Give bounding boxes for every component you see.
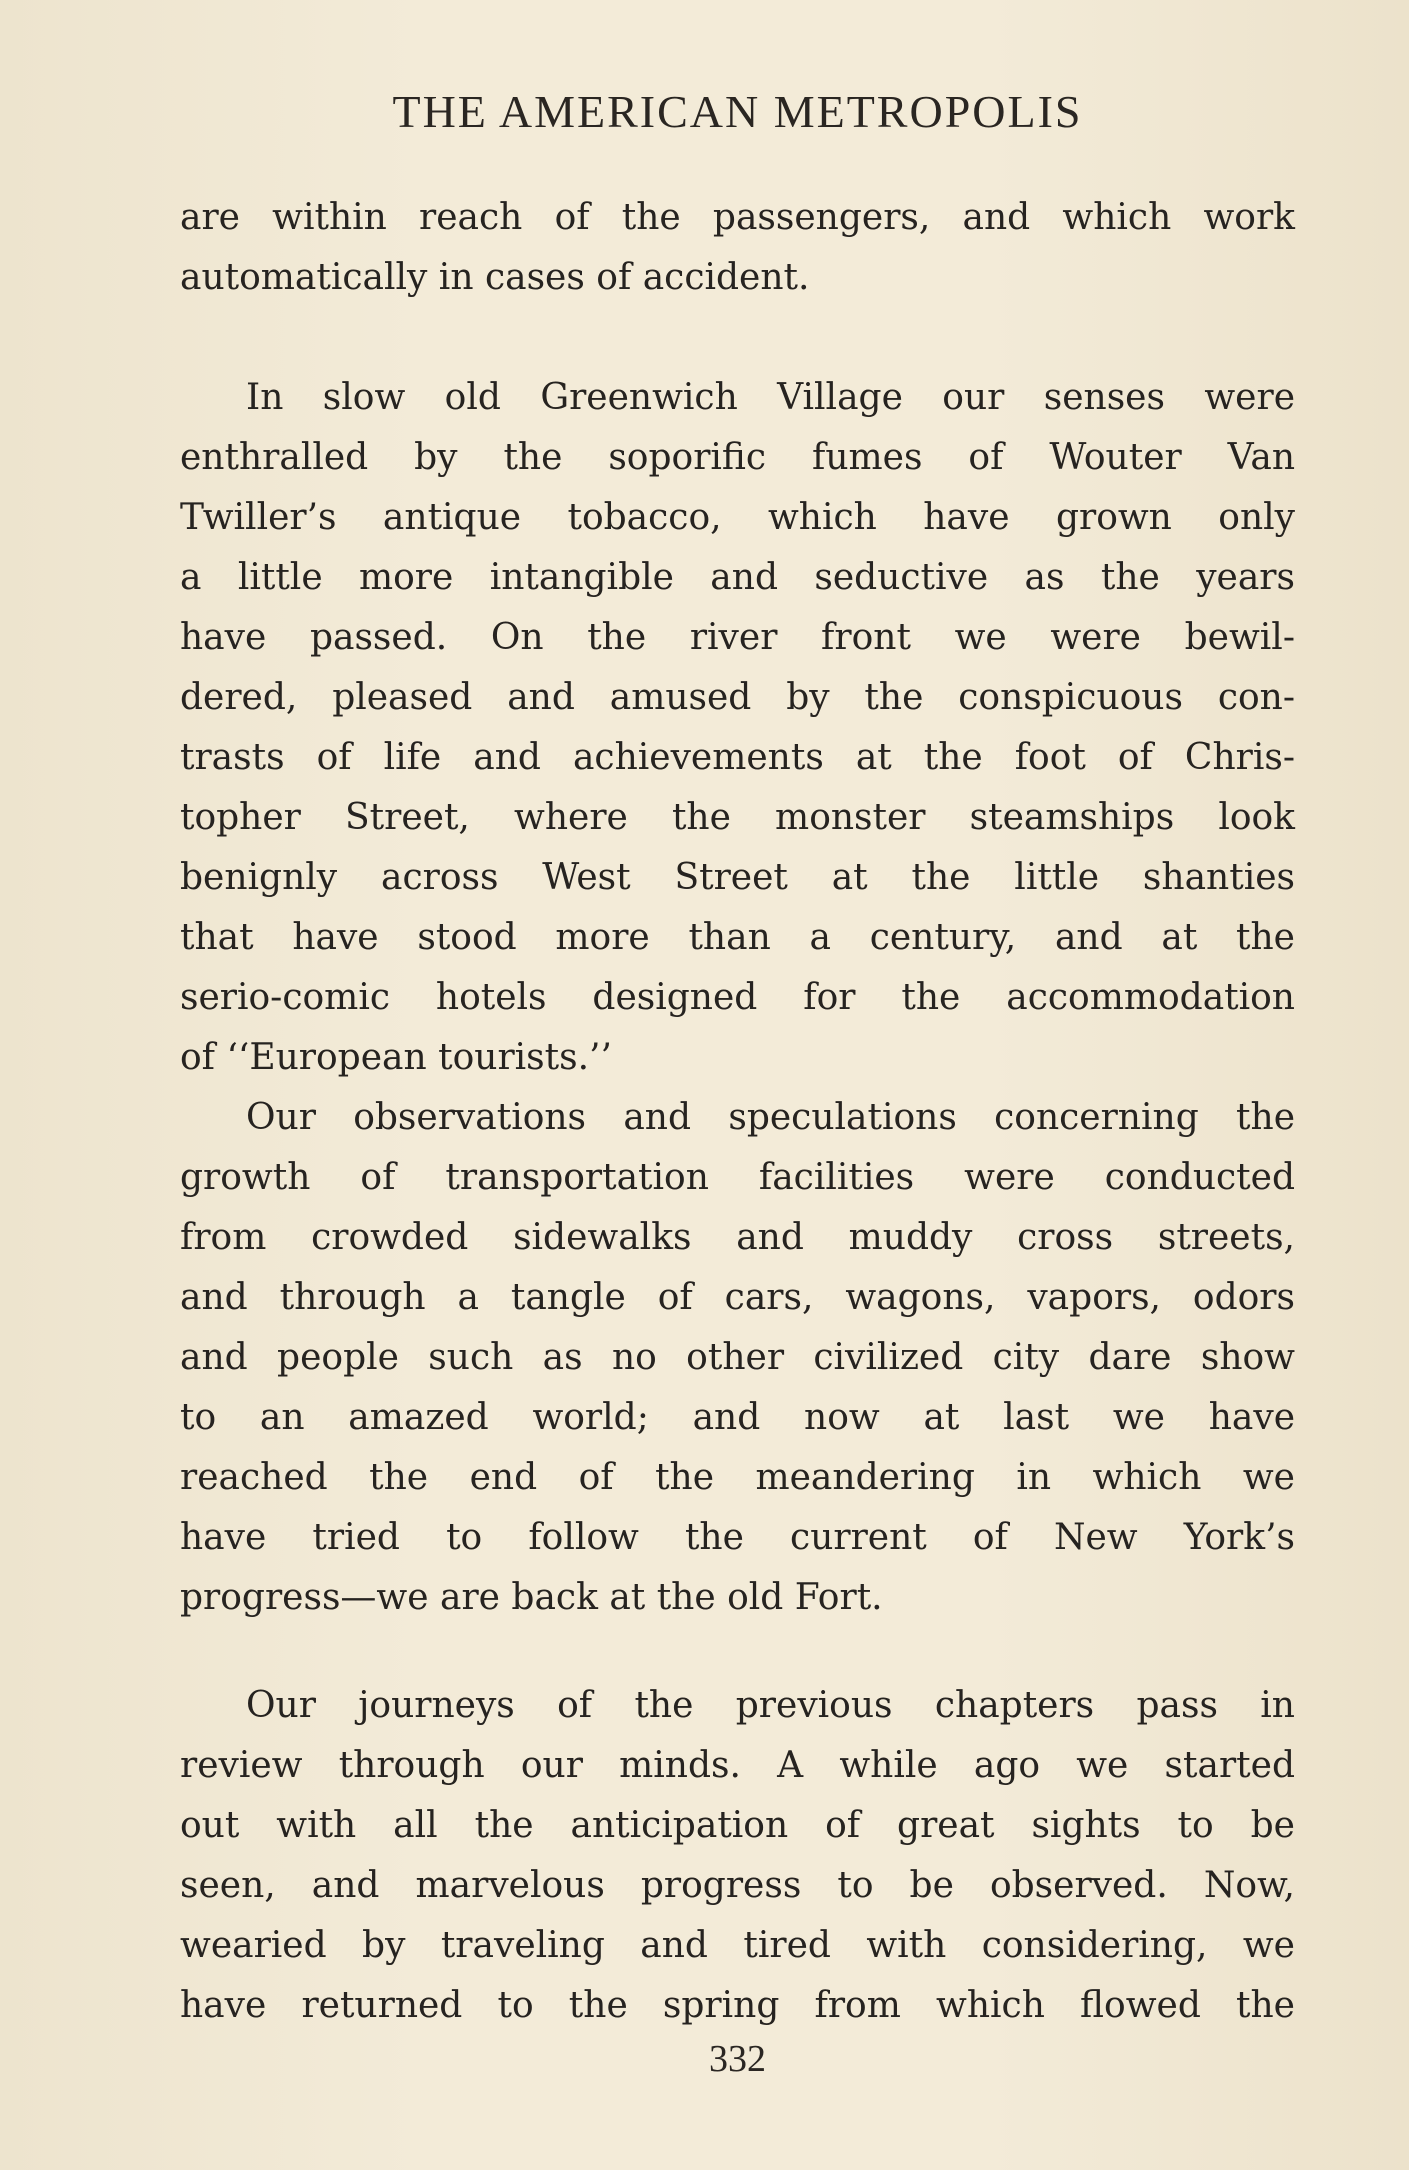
text-line: reached the end of the meandering in which we bbox=[180, 1457, 1295, 1498]
text-line: enthralled by the soporific fumes of Wouter Van bbox=[180, 437, 1295, 478]
text-line: topher Street, where the monster steamships look bbox=[180, 797, 1295, 838]
text-line: have returned to the spring from which flowed the bbox=[180, 1985, 1295, 2026]
text-line: Our observations and speculations concerning the bbox=[246, 1097, 1295, 1138]
text-line: dered, pleased and amused by the conspicuous con- bbox=[180, 677, 1295, 718]
text-line: In slow old Greenwich Village our senses were bbox=[246, 377, 1295, 418]
text-line: trasts of life and achievements at the foot of Chris- bbox=[180, 737, 1295, 778]
text-line: that have stood more than a century, and at the bbox=[180, 917, 1295, 958]
text-line: of ‘‘European tourists.’’ bbox=[180, 1037, 612, 1078]
paragraph-4 bbox=[180, 1676, 1295, 2036]
text-line: Our journeys of the previous chapters pass in bbox=[246, 1685, 1295, 1726]
text-line: have tried to follow the current of New York’s bbox=[180, 1517, 1295, 1558]
paragraph-2 bbox=[180, 368, 1295, 1088]
text-line: and through a tangle of cars, wagons, vapors, odors bbox=[180, 1277, 1295, 1318]
text-line: seen, and marvelous progress to be observed. Now, bbox=[180, 1865, 1295, 1906]
text-line: are within reach of the passengers, and which work bbox=[180, 197, 1295, 238]
text-line: review through our minds. A while ago we started bbox=[180, 1745, 1295, 1786]
text-line: progress—we are back at the old Fort. bbox=[180, 1577, 883, 1618]
running-title: THE AMERICAN METROPOLIS bbox=[392, 86, 1083, 137]
paragraph-3 bbox=[180, 1088, 1295, 1628]
text-line: and people such as no other civilized city dare show bbox=[180, 1337, 1295, 1378]
text-line: wearied by traveling and tired with considering, we bbox=[180, 1925, 1295, 1966]
page-number: 332 bbox=[709, 2038, 766, 2080]
text-line: serio-comic hotels designed for the accommodation bbox=[180, 977, 1295, 1018]
paragraph-1 bbox=[180, 188, 1295, 308]
text-line: growth of transportation facilities were conducted bbox=[180, 1157, 1295, 1198]
text-line: from crowded sidewalks and muddy cross streets, bbox=[180, 1217, 1295, 1258]
text-line: benignly across West Street at the little shanties bbox=[180, 857, 1295, 898]
text-line: to an amazed world; and now at last we have bbox=[180, 1397, 1295, 1438]
text-line: Twiller’s antique tobacco, which have grown only bbox=[180, 497, 1295, 538]
text-line: automatically in cases of accident. bbox=[180, 257, 810, 298]
text-line: out with all the anticipation of great sights to be bbox=[180, 1805, 1295, 1846]
text-line: a little more intangible and seductive as the years bbox=[180, 557, 1295, 598]
text-line: have passed. On the river front we were bewil- bbox=[180, 617, 1295, 658]
